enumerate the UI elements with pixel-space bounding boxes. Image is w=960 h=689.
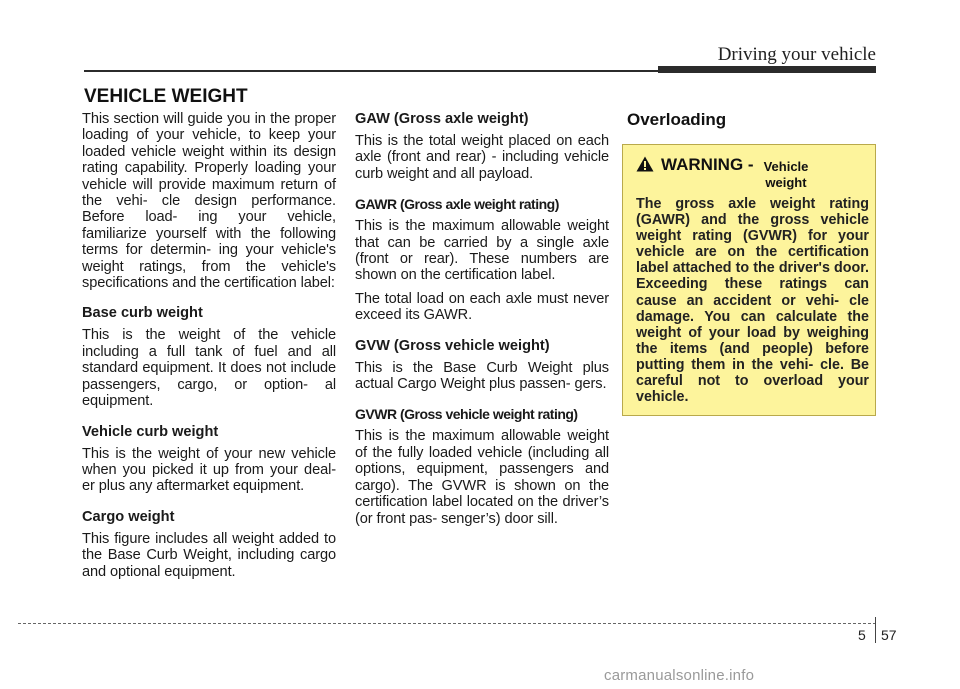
section-number: 5 [858,627,866,643]
vehicle-curb-heading: Vehicle curb weight [82,423,219,440]
header-tab-bar [658,66,876,73]
warning-box [622,144,876,416]
middle-column [355,111,609,534]
footer-divider [875,617,876,643]
gaw-text: This is the total weight placed on each axle (front and rear) - including vehicle curb weight and all payload. [355,133,609,182]
gvw-text: This is the Base Curb Weight plus actual Cargo Weight plus passen- gers. [355,359,609,393]
gawr-text-1: This is the maximum allowable weight that can be carried by a single axle (front or rear). These numbers are shown on the certification label. [355,218,609,284]
section-title: VEHICLE WEIGHT [84,86,248,107]
base-curb-text: This is the weight of the vehicle including a full tank of fuel and all standard equipment. It does not include passengers, cargo, or option- al equipment. [82,327,336,410]
overloading-heading: Overloading [627,110,727,129]
page-number: 57 [881,627,897,643]
gvw-heading: GVW (Gross vehicle weight) [355,337,550,354]
vehicle-curb-text: This is the weight of your new vehicle when you picked it up from your deal- er plus any aftermarket equipment. [82,445,336,495]
cargo-text: This figure includes all weight added to the Base Curb Weight, including cargo and optional equipment. [82,530,336,580]
base-curb-heading: Base curb weight [82,305,203,322]
warning-text: The gross axle weight rating (GAWR) and the gross vehicle weight rating (GVWR) for your vehicle are on the certification label attached to the driver's door. Exceeding these ratings can cause an accident or vehi- cle damage. You can calculate the weight of your load by weighing the items (and people) before putting them in the vehi- cle. Be careful not to overload your vehicle. [636,196,869,406]
footer-dashed-rule [18,623,876,624]
warning-triangle-icon [636,156,654,172]
watermark-text: carmanualsonline.info [604,667,755,684]
header-rule [84,70,658,72]
gvwr-heading: GVWR (Gross vehicle weight rating) [355,406,578,423]
gaw-heading: GAW (Gross axle weight) [355,111,529,127]
chapter-title: Driving your vehicle [717,44,876,65]
warning-label: WARNING - [661,155,754,174]
cargo-heading: Cargo weight [82,508,175,525]
intro-paragraph: This section will guide you in the proper loading of your vehicle, to keep your loaded vehicle weight within its design rating capability. Properly loading your vehicle will provide maximum return of the vehi- cle design performance. Before load- ing your vehicle, familiarize yourself with the following terms for determin- ing your vehicle's weight ratings, from the vehicle's specifications and the certification label: [82,111,336,292]
gawr-heading: GAWR (Gross axle weight rating) [355,196,559,213]
warning-subject: Vehicle weight [763,159,809,190]
gawr-text-2: The total load on each axle must never exceed its GAWR. [355,290,609,324]
gvwr-text: This is the maximum allowable weight of the fully loaded vehicle (including all options, equipment, passengers and cargo). The GVWR is shown on the certification label located on the driver’s (or front pas- senger’s) door sill. [355,428,609,527]
left-column [82,111,336,587]
